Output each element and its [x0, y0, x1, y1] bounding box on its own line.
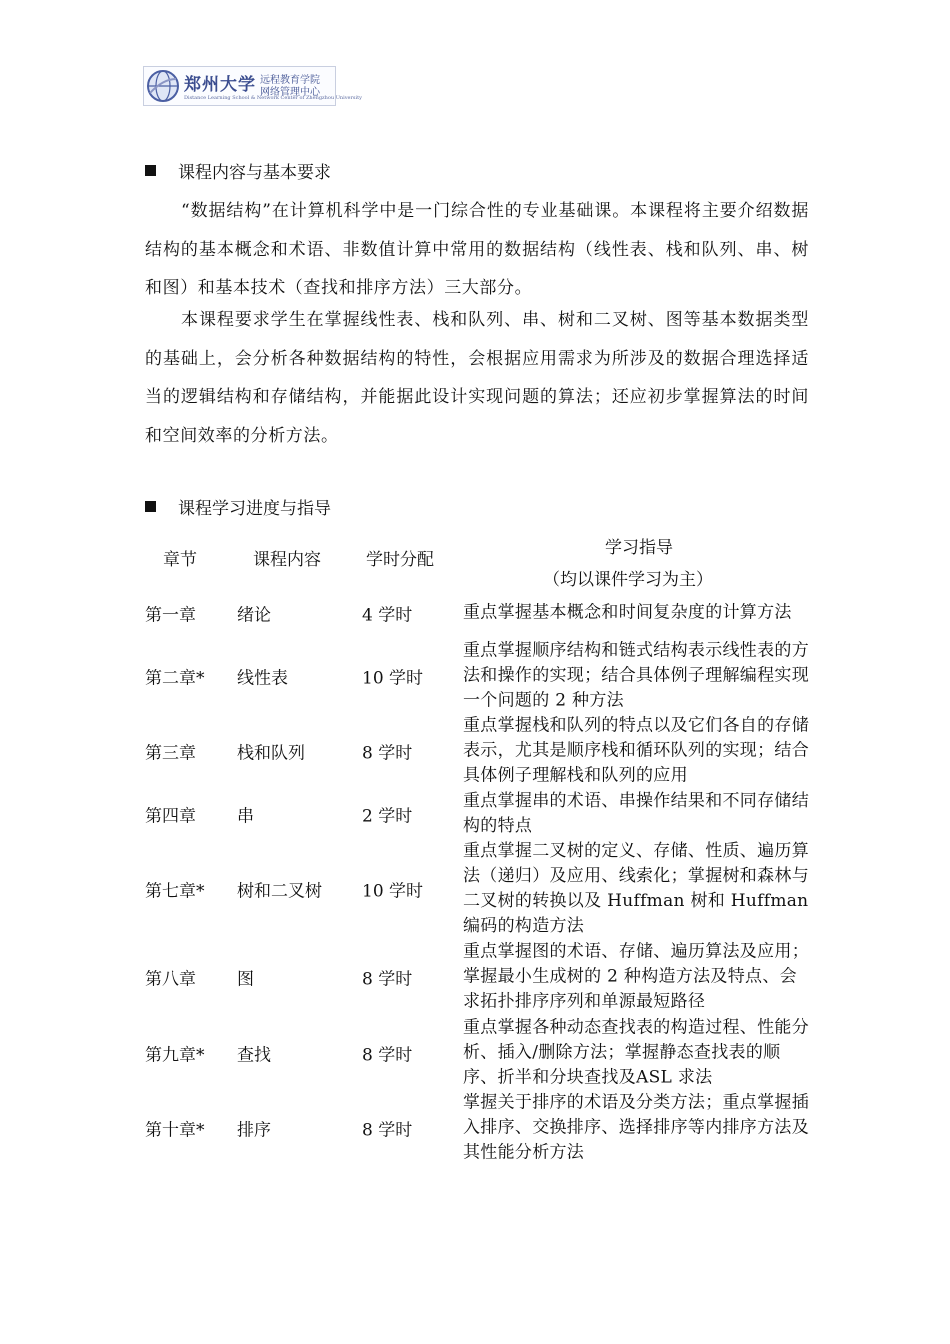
paragraph-requirements: 本课程要求学生在掌握线性表、栈和队列、串、树和二叉树、图等基本数据类型的基础上，会分析各种数据结构的特性，会根据应用需求为所涉及的数据合理选择适当的逻辑结构和存储结构，并能据此设计实现问题的算法；还应初步掌握算法的时间和空间效率的分析方法。	[145, 310, 809, 446]
row-content: 查找	[237, 1045, 271, 1066]
row-chapter: 第十章*	[145, 1120, 205, 1141]
square-bullet-icon	[145, 501, 156, 512]
row-hours: 4 学时	[362, 605, 413, 626]
row-chapter: 第九章*	[145, 1045, 205, 1066]
paragraph-intro: “数据结构”在计算机科学中是一门综合性的专业基础课。本课程将主要介绍数据结构的基本概念和术语、非数值计算中常用的数据结构（线性表、栈和队列、串、树和图）和基本技术（查找和排序方法）三大部分。	[145, 201, 809, 298]
row-guide: 掌握关于排序的术语及分类方法；重点掌握插入排序、交换排序、选择排序等内排序方法及其性能分析方法	[463, 1092, 809, 1163]
header-hours: 学时分配	[366, 550, 434, 570]
row-guide: 重点掌握串的术语、串操作结果和不同存储结构的特点	[463, 791, 809, 836]
row-hours: 2 学时	[362, 806, 413, 827]
row-chapter: 第一章	[145, 605, 196, 626]
section-title: 课程内容与基本要求	[178, 163, 331, 183]
row-hours: 8 学时	[362, 1120, 413, 1141]
row-chapter: 第八章	[145, 969, 196, 990]
university-logo	[143, 66, 362, 106]
row-content: 树和二叉树	[237, 881, 322, 902]
row-hours: 10 学时	[362, 668, 424, 689]
header-guide: 学习指导	[605, 538, 673, 558]
row-content: 绪论	[237, 605, 271, 626]
row-content: 栈和队列	[237, 743, 305, 764]
row-guide: 重点掌握各种动态查找表的构造过程、性能分析、插入/删除方法；掌握静态查找表的顺序、折半和分块查找及ASL 求法	[463, 1017, 809, 1088]
header-chapter: 章节	[163, 550, 197, 570]
row-guide: 重点掌握二叉树的定义、存储、性质、遍历算法（递归）及应用、线索化；掌握树和森林与二叉树的转换以及 Huffman 树和 Huffman 编码的构造方法	[463, 841, 809, 936]
row-content: 图	[237, 969, 254, 990]
header-guide-note: （均以课件学习为主）	[543, 570, 713, 590]
square-bullet-icon	[145, 165, 156, 176]
row-chapter: 第七章*	[145, 881, 205, 902]
row-hours: 10 学时	[362, 881, 424, 902]
row-guide: 重点掌握图的术语、存储、遍历算法及应用；掌握最小生成树的 2 种构造方法及特点、会求拓扑排序序列和单源最短路径	[463, 941, 809, 1012]
row-hours: 8 学时	[362, 743, 413, 764]
logo-subtitle-2: 网络管理中心	[260, 87, 320, 98]
globe-emblem-icon	[144, 67, 182, 105]
row-hours: 8 学时	[362, 969, 413, 990]
row-guide: 重点掌握基本概念和时间复杂度的计算方法	[463, 602, 792, 623]
section-heading-schedule	[145, 494, 331, 519]
row-chapter: 第三章	[145, 743, 196, 764]
logo-subtitle-1: 远程教育学院	[260, 75, 320, 86]
logo-name: 郑州大学	[184, 75, 256, 95]
row-chapter: 第四章	[145, 806, 196, 827]
row-content: 线性表	[237, 668, 288, 689]
row-hours: 8 学时	[362, 1045, 413, 1066]
row-guide: 重点掌握顺序结构和链式结构表示线性表的方法和操作的实现；结合具体例子理解编程实现一个问题的 2 种方法	[463, 640, 809, 711]
row-chapter: 第二章*	[145, 668, 205, 689]
section-title: 课程学习进度与指导	[178, 499, 331, 519]
row-guide: 重点掌握栈和队列的特点以及它们各自的存储表示，尤其是顺序栈和循环队列的实现；结合具体例子理解栈和队列的应用	[463, 715, 809, 786]
logo-english-name: Distance Learning School & Network Center of Zhengzhou University	[184, 95, 362, 101]
header-content: 课程内容	[253, 550, 321, 570]
section-heading-content	[145, 158, 331, 183]
row-content: 排序	[237, 1120, 271, 1141]
row-content: 串	[237, 806, 254, 827]
